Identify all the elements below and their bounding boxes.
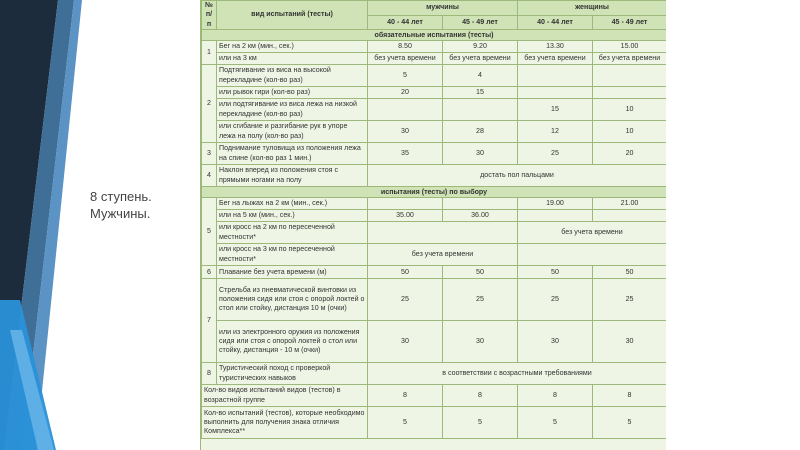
row-number: 3 — [202, 143, 217, 165]
test-name: Бег на 2 км (мин., сек.) — [217, 41, 368, 53]
cell-value: 4 — [443, 65, 518, 87]
header-age-women-45-49: 45 - 49 лет — [593, 15, 667, 30]
cell-value: 10 — [593, 121, 667, 143]
test-name: или на 3 км — [217, 53, 368, 65]
cell-value: 30 — [593, 321, 667, 363]
table-row — [202, 222, 667, 244]
cell-value — [518, 244, 667, 266]
test-name: или рывок гири (кол-во раз) — [217, 87, 368, 99]
cell-value: 15 — [518, 99, 593, 121]
test-name: или сгибание и разгибание рук в упоре лежа на полу (кол-во раз) — [217, 121, 368, 143]
table-row — [202, 266, 667, 279]
row-number: 5 — [202, 198, 217, 266]
merged-value: в соответствии с возрастными требованиями — [368, 363, 667, 385]
cell-value: 20 — [368, 87, 443, 99]
cell-value: 5 — [368, 407, 443, 439]
cell-value: 30 — [368, 121, 443, 143]
cell-value: 8 — [518, 385, 593, 407]
cell-value: 50 — [368, 266, 443, 279]
test-name: Стрельба из пневматической винтовки из положения сидя или стоя с опорой локтей о стол или стойку, дистанция 10 м (очки) — [217, 279, 368, 321]
cell-value: 5 — [443, 407, 518, 439]
slide-title — [90, 188, 152, 222]
row-number: 6 — [202, 266, 217, 279]
cell-value: 25 — [443, 279, 518, 321]
cell-value: без учета времени — [518, 222, 667, 244]
cell-value — [368, 222, 518, 244]
table-row — [202, 53, 667, 65]
test-name: Плавание без учета времени (м) — [217, 266, 368, 279]
cell-value: без учета времени — [443, 53, 518, 65]
cell-value: 25 — [518, 143, 593, 165]
table-row — [202, 121, 667, 143]
table-row — [202, 210, 667, 222]
header-test-type: вид испытаний (тесты) — [217, 1, 368, 30]
table-row — [202, 321, 667, 363]
cell-value: 35.00 — [368, 210, 443, 222]
title-line-2: Мужчины. — [90, 206, 151, 221]
table-row — [202, 87, 667, 99]
cell-value — [593, 65, 667, 87]
header-age-men-40-44: 40 - 44 лет — [368, 15, 443, 30]
header-number: № п/п — [202, 1, 217, 30]
cell-value: 50 — [443, 266, 518, 279]
header-women: женщины — [518, 1, 667, 16]
table-row — [202, 407, 667, 439]
cell-value — [368, 198, 443, 210]
row-number: 4 — [202, 165, 217, 187]
standards-table-panel — [200, 0, 666, 450]
test-name: Кол-во видов испытаний видов (тестов) в возрастной группе — [202, 385, 368, 407]
cell-value: 50 — [593, 266, 667, 279]
title-line-1: 8 ступень. — [90, 189, 152, 204]
standards-table — [201, 0, 666, 439]
cell-value — [518, 65, 593, 87]
cell-value: 12 — [518, 121, 593, 143]
test-name: или из электронного оружия из положения сидя или стоя с опорой локтей о стол или стойку, дистанция - 10 м (очки) — [217, 321, 368, 363]
cell-value: 21.00 — [593, 198, 667, 210]
table-row — [202, 279, 667, 321]
cell-value: 25 — [593, 279, 667, 321]
table-row — [202, 363, 667, 385]
cell-value — [443, 198, 518, 210]
test-name: или кросс на 3 км по пересеченной местности* — [217, 244, 368, 266]
cell-value — [368, 99, 443, 121]
test-name: Наклон вперед из положения стоя с прямыми ногами на полу — [217, 165, 368, 187]
cell-value: 13.30 — [518, 41, 593, 53]
test-name: Подтягивание из виса на высокой перекладине (кол-во раз) — [217, 65, 368, 87]
cell-value — [593, 87, 667, 99]
cell-value: 30 — [518, 321, 593, 363]
cell-value: 30 — [443, 143, 518, 165]
table-row — [202, 99, 667, 121]
table-row — [202, 143, 667, 165]
test-name: Туристический поход с проверкой туристических навыков — [217, 363, 368, 385]
test-name: или кросс на 2 км по пересеченной местности* — [217, 222, 368, 244]
header-men: мужчины — [368, 1, 518, 16]
cell-value: 28 — [443, 121, 518, 143]
cell-value: 5 — [518, 407, 593, 439]
cell-value: 35 — [368, 143, 443, 165]
cell-value: 50 — [518, 266, 593, 279]
table-row — [202, 198, 667, 210]
cell-value: 8 — [368, 385, 443, 407]
cell-value: 25 — [518, 279, 593, 321]
row-number: 8 — [202, 363, 217, 385]
cell-value: без учета времени — [518, 53, 593, 65]
cell-value: 10 — [593, 99, 667, 121]
slide-decoration — [0, 0, 200, 450]
cell-value: 5 — [593, 407, 667, 439]
cell-value: 25 — [368, 279, 443, 321]
test-name: Бег на лыжах на 2 км (мин., сек.) — [217, 198, 368, 210]
cell-value: 20 — [593, 143, 667, 165]
cell-value: без учета времени — [593, 53, 667, 65]
row-number: 2 — [202, 65, 217, 143]
test-name: Поднимание туловища из положения лежа на спине (кол-во раз 1 мин.) — [217, 143, 368, 165]
cell-value: 8 — [443, 385, 518, 407]
test-name: или подтягивание из виса лежа на низкой перекладине (кол-во раз) — [217, 99, 368, 121]
cell-value: 19.00 — [518, 198, 593, 210]
cell-value — [518, 87, 593, 99]
table-row — [202, 65, 667, 87]
cell-value — [443, 99, 518, 121]
cell-value: 8.50 — [368, 41, 443, 53]
cell-value: 8 — [593, 385, 667, 407]
cell-value: без учета времени — [368, 53, 443, 65]
row-number: 1 — [202, 41, 217, 65]
table-row — [202, 165, 667, 187]
cell-value: 30 — [368, 321, 443, 363]
cell-value: 15.00 — [593, 41, 667, 53]
row-number: 7 — [202, 279, 217, 363]
cell-value — [593, 210, 667, 222]
cell-value: без учета времени — [368, 244, 518, 266]
test-name: или на 5 км (мин., сек.) — [217, 210, 368, 222]
cell-value: 36.00 — [443, 210, 518, 222]
merged-value: достать пол пальцами — [368, 165, 667, 187]
section-mandatory: обязательные испытания (тесты) — [202, 30, 667, 41]
header-age-men-45-49: 45 - 49 лет — [443, 15, 518, 30]
cell-value — [518, 210, 593, 222]
cell-value: 5 — [368, 65, 443, 87]
table-row — [202, 244, 667, 266]
section-optional: испытания (тесты) по выбору — [202, 187, 667, 198]
table-row — [202, 41, 667, 53]
test-name: Кол-во испытаний (тестов), которые необходимо выполнить для получения знака отличия Комплекса** — [202, 407, 368, 439]
table-row — [202, 385, 667, 407]
cell-value: 15 — [443, 87, 518, 99]
cell-value: 30 — [443, 321, 518, 363]
header-age-women-40-44: 40 - 44 лет — [518, 15, 593, 30]
cell-value: 9.20 — [443, 41, 518, 53]
